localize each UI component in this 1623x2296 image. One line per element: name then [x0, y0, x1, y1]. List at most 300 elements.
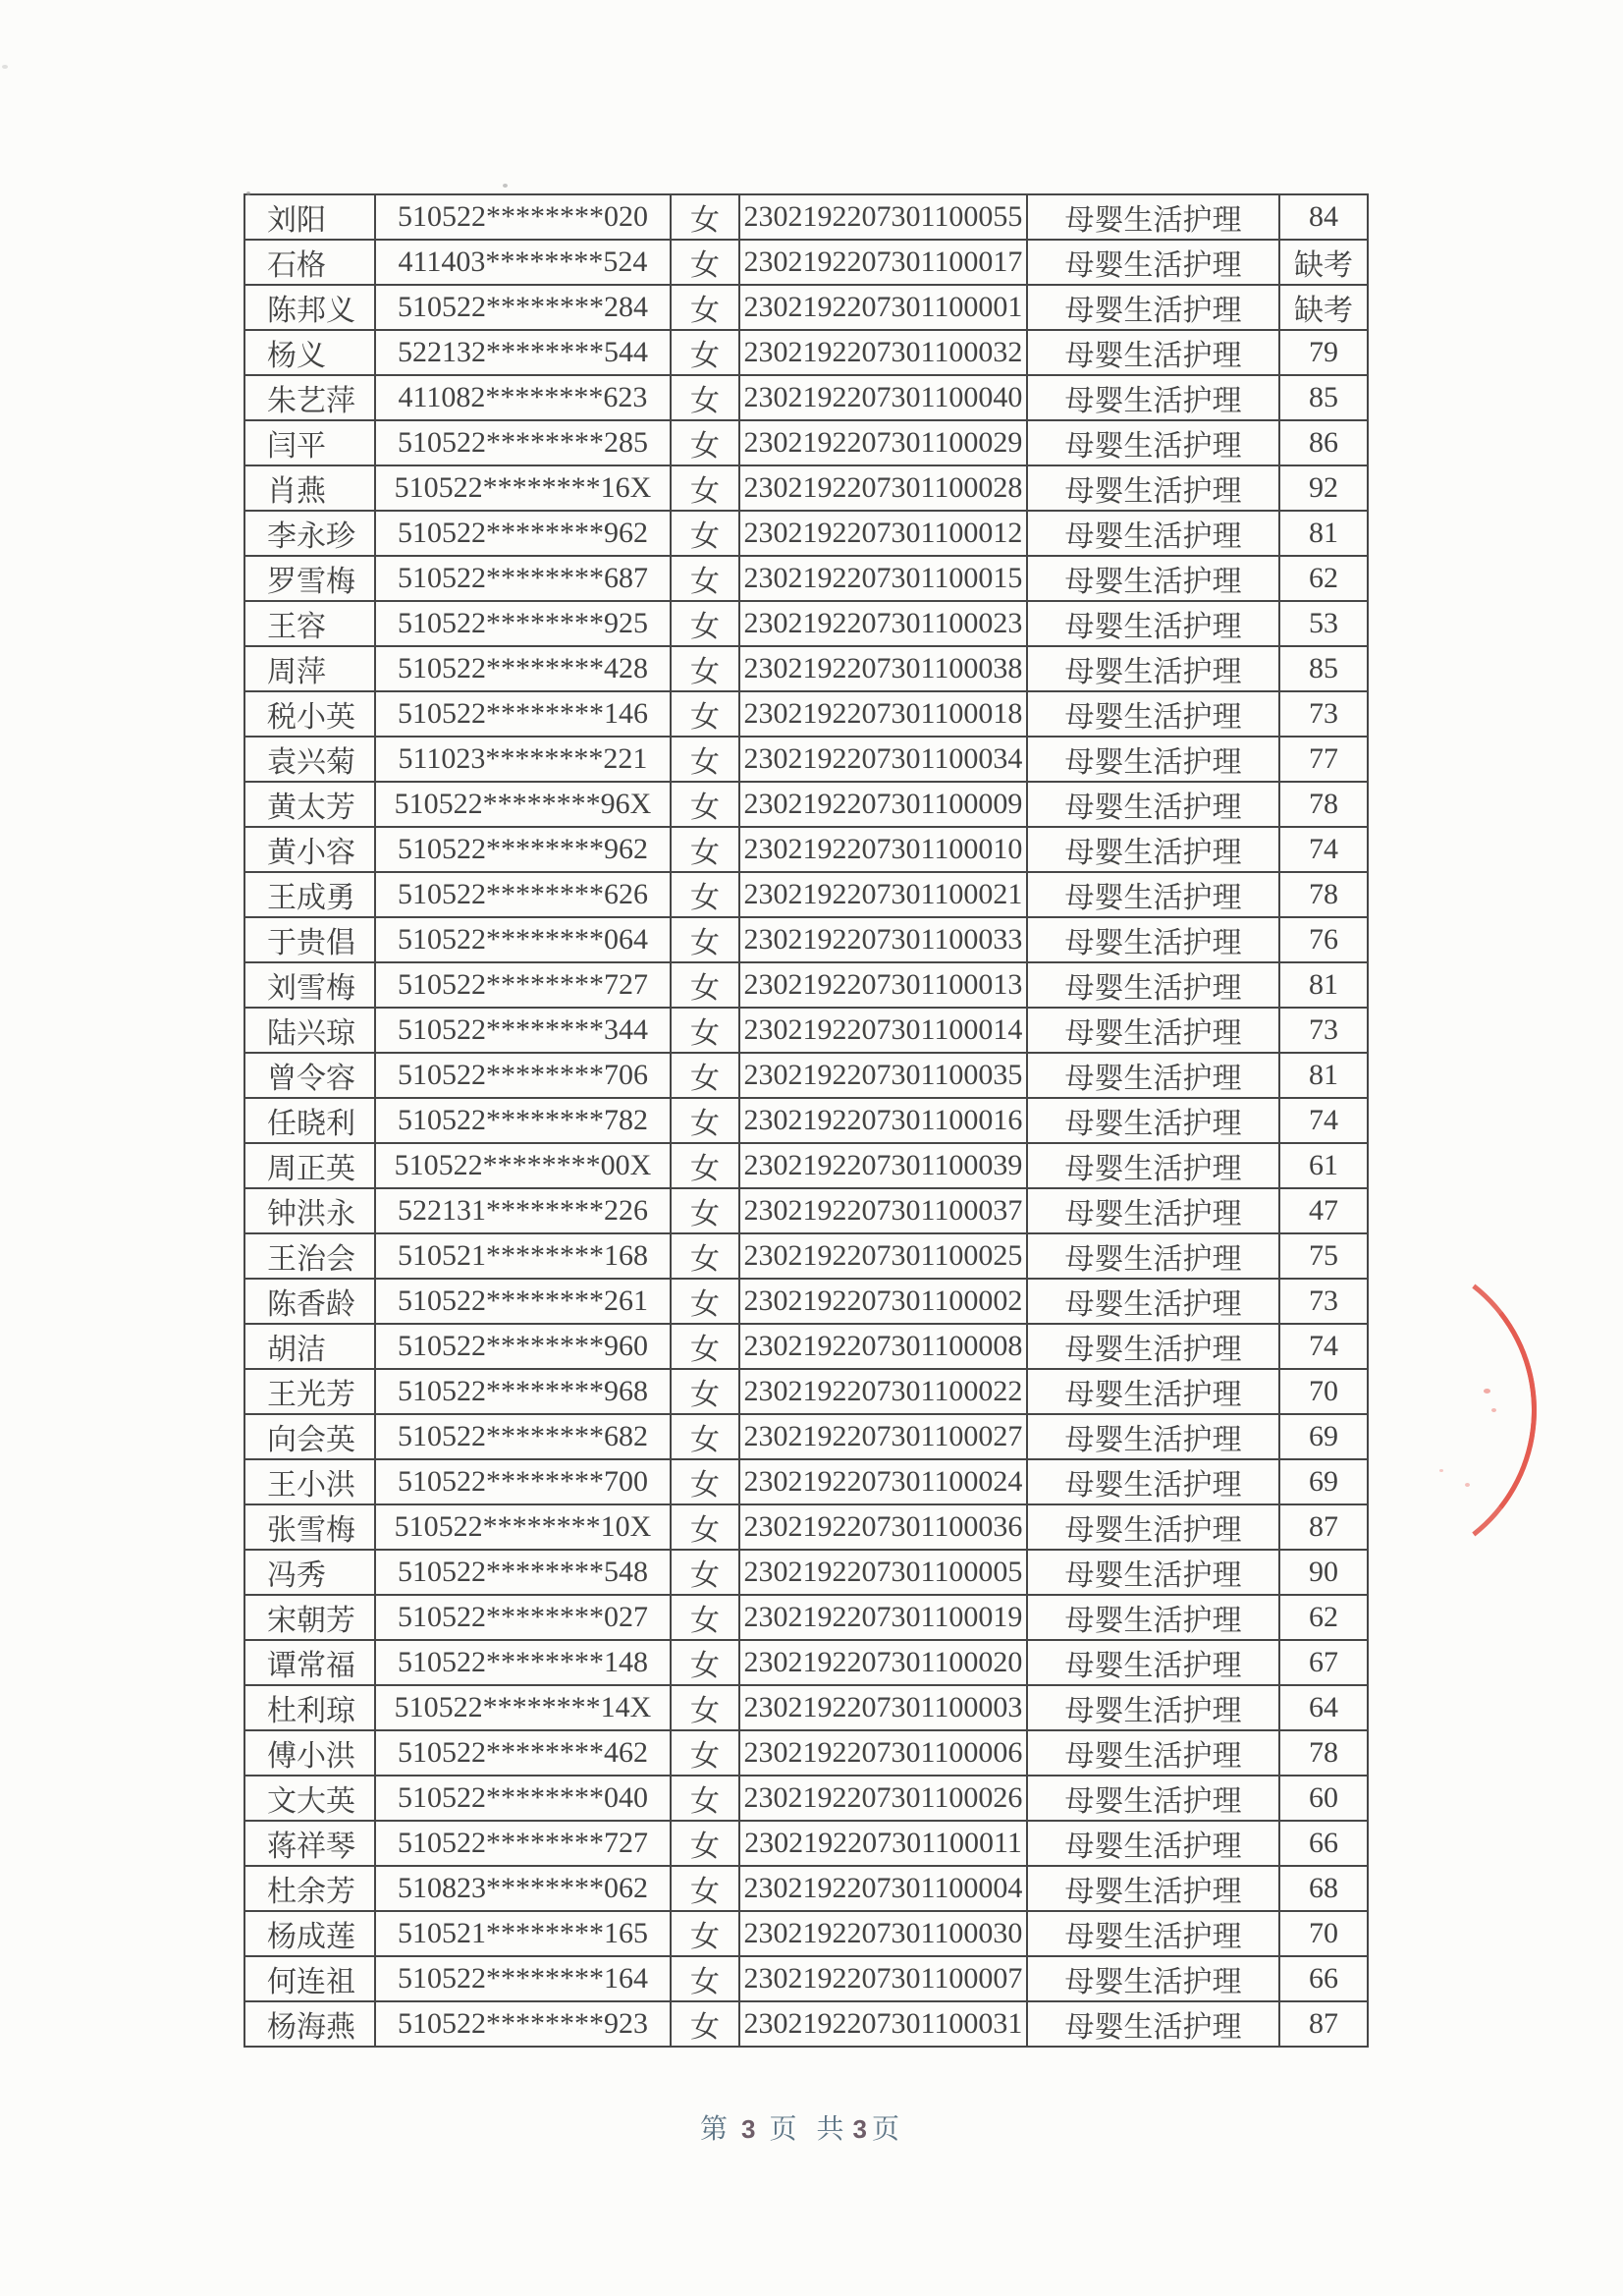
id-number-cell: 510823********062: [375, 1866, 671, 1911]
subject-cell: 母婴生活护理: [1027, 465, 1279, 511]
gender-cell: 女: [671, 1188, 739, 1233]
table-row: [244, 1911, 1368, 1956]
subject-cell: 母婴生活护理: [1027, 691, 1279, 737]
name-cell: 任晓利: [244, 1098, 375, 1143]
exam-number-cell: 2302192207301100039: [739, 1143, 1027, 1188]
exam-number-cell: 2302192207301100029: [739, 420, 1027, 465]
subject-cell: 母婴生活护理: [1027, 285, 1279, 330]
id-number-cell: 510522********285: [375, 420, 671, 465]
gender-cell: 女: [671, 691, 739, 737]
table-row: [244, 1414, 1368, 1459]
score-cell: 缺考: [1279, 285, 1368, 330]
table-row: [244, 691, 1368, 737]
id-number-cell: 510522********040: [375, 1776, 671, 1821]
table-row: [244, 240, 1368, 285]
gender-cell: 女: [671, 1459, 739, 1504]
score-cell: 62: [1279, 556, 1368, 601]
name-cell: 谭常福: [244, 1640, 375, 1685]
id-number-cell: 510522********548: [375, 1550, 671, 1595]
gender-cell: 女: [671, 601, 739, 646]
exam-number-cell: 2302192207301100038: [739, 646, 1027, 691]
subject-cell: 母婴生活护理: [1027, 2001, 1279, 2047]
subject-cell: 母婴生活护理: [1027, 1685, 1279, 1730]
score-cell: 85: [1279, 646, 1368, 691]
exam-number-cell: 2302192207301100003: [739, 1685, 1027, 1730]
exam-number-cell: 2302192207301100037: [739, 1188, 1027, 1233]
gender-cell: 女: [671, 827, 739, 872]
scan-speckle: [503, 184, 508, 188]
name-cell: 杨成莲: [244, 1911, 375, 1956]
exam-number-cell: 2302192207301100011: [739, 1821, 1027, 1866]
scan-speckle: [1484, 1389, 1490, 1394]
gender-cell: 女: [671, 1595, 739, 1640]
id-number-cell: 510521********168: [375, 1233, 671, 1279]
table-row: [244, 917, 1368, 962]
name-cell: 闫平: [244, 420, 375, 465]
subject-cell: 母婴生活护理: [1027, 1821, 1279, 1866]
score-cell: 87: [1279, 2001, 1368, 2047]
gender-cell: 女: [671, 511, 739, 556]
gender-cell: 女: [671, 1233, 739, 1279]
exam-number-cell: 2302192207301100018: [739, 691, 1027, 737]
gender-cell: 女: [671, 1504, 739, 1550]
score-cell: 84: [1279, 194, 1368, 240]
table-row: [244, 2001, 1368, 2047]
gender-cell: 女: [671, 1776, 739, 1821]
score-cell: 64: [1279, 1685, 1368, 1730]
exam-number-cell: 2302192207301100032: [739, 330, 1027, 375]
score-cell: 74: [1279, 1324, 1368, 1369]
id-number-cell: 522131********226: [375, 1188, 671, 1233]
table-row: [244, 782, 1368, 827]
gender-cell: 女: [671, 782, 739, 827]
subject-cell: 母婴生活护理: [1027, 1504, 1279, 1550]
name-cell: 王小洪: [244, 1459, 375, 1504]
name-cell: 王容: [244, 601, 375, 646]
subject-cell: 母婴生活护理: [1027, 917, 1279, 962]
subject-cell: 母婴生活护理: [1027, 1911, 1279, 1956]
subject-cell: 母婴生活护理: [1027, 1369, 1279, 1414]
gender-cell: 女: [671, 1053, 739, 1098]
gender-cell: 女: [671, 194, 739, 240]
table-row: [244, 1730, 1368, 1776]
exam-number-cell: 2302192207301100035: [739, 1053, 1027, 1098]
name-cell: 陈邦义: [244, 285, 375, 330]
exam-number-cell: 2302192207301100055: [739, 194, 1027, 240]
subject-cell: 母婴生活护理: [1027, 827, 1279, 872]
table-row: [244, 420, 1368, 465]
name-cell: 何连祖: [244, 1956, 375, 2001]
scan-speckle: [1491, 1408, 1496, 1412]
id-number-cell: 510522********16X: [375, 465, 671, 511]
gender-cell: 女: [671, 1550, 739, 1595]
exam-number-cell: 2302192207301100033: [739, 917, 1027, 962]
score-cell: 47: [1279, 1188, 1368, 1233]
id-number-cell: 511023********221: [375, 737, 671, 782]
scan-speckle: [2, 65, 8, 69]
id-number-cell: 510522********020: [375, 194, 671, 240]
table-row: [244, 1233, 1368, 1279]
id-number-cell: 510522********148: [375, 1640, 671, 1685]
gender-cell: 女: [671, 1279, 739, 1324]
score-cell: 81: [1279, 511, 1368, 556]
id-number-cell: 510522********10X: [375, 1504, 671, 1550]
id-number-cell: 510522********687: [375, 556, 671, 601]
exam-number-cell: 2302192207301100019: [739, 1595, 1027, 1640]
id-number-cell: 510522********727: [375, 962, 671, 1008]
name-cell: 石格: [244, 240, 375, 285]
name-cell: 傅小洪: [244, 1730, 375, 1776]
subject-cell: 母婴生活护理: [1027, 601, 1279, 646]
id-number-cell: 510522********164: [375, 1956, 671, 2001]
subject-cell: 母婴生活护理: [1027, 1459, 1279, 1504]
name-cell: 肖燕: [244, 465, 375, 511]
exam-number-cell: 2302192207301100009: [739, 782, 1027, 827]
gender-cell: 女: [671, 1685, 739, 1730]
score-cell: 66: [1279, 1821, 1368, 1866]
name-cell: 杨海燕: [244, 2001, 375, 2047]
table-row: [244, 1821, 1368, 1866]
score-cell: 60: [1279, 1776, 1368, 1821]
subject-cell: 母婴生活护理: [1027, 1550, 1279, 1595]
gender-cell: 女: [671, 2001, 739, 2047]
score-cell: 76: [1279, 917, 1368, 962]
subject-cell: 母婴生活护理: [1027, 1279, 1279, 1324]
footer-text-ye2: 页: [871, 2114, 899, 2145]
table-row: [244, 601, 1368, 646]
gender-cell: 女: [671, 1730, 739, 1776]
id-number-cell: 510522********962: [375, 511, 671, 556]
score-cell: 90: [1279, 1550, 1368, 1595]
score-cell: 61: [1279, 1143, 1368, 1188]
exam-number-cell: 2302192207301100021: [739, 872, 1027, 917]
table-row: [244, 285, 1368, 330]
name-cell: 杜利琼: [244, 1685, 375, 1730]
subject-cell: 母婴生活护理: [1027, 511, 1279, 556]
subject-cell: 母婴生活护理: [1027, 1143, 1279, 1188]
subject-cell: 母婴生活护理: [1027, 1008, 1279, 1053]
exam-number-cell: 2302192207301100013: [739, 962, 1027, 1008]
table-row: [244, 872, 1368, 917]
gender-cell: 女: [671, 1414, 739, 1459]
score-cell: 69: [1279, 1459, 1368, 1504]
id-number-cell: 510522********96X: [375, 782, 671, 827]
gender-cell: 女: [671, 375, 739, 420]
exam-number-cell: 2302192207301100006: [739, 1730, 1027, 1776]
exam-number-cell: 2302192207301100015: [739, 556, 1027, 601]
id-number-cell: 510522********925: [375, 601, 671, 646]
exam-number-cell: 2302192207301100016: [739, 1098, 1027, 1143]
name-cell: 税小英: [244, 691, 375, 737]
score-cell: 66: [1279, 1956, 1368, 2001]
subject-cell: 母婴生活护理: [1027, 240, 1279, 285]
name-cell: 冯秀: [244, 1550, 375, 1595]
gender-cell: 女: [671, 1098, 739, 1143]
score-cell: 73: [1279, 1008, 1368, 1053]
gender-cell: 女: [671, 1911, 739, 1956]
exam-number-cell: 2302192207301100020: [739, 1640, 1027, 1685]
name-cell: 杜余芳: [244, 1866, 375, 1911]
table-row: [244, 330, 1368, 375]
score-cell: 75: [1279, 1233, 1368, 1279]
score-cell: 81: [1279, 1053, 1368, 1098]
exam-number-cell: 2302192207301100023: [739, 601, 1027, 646]
subject-cell: 母婴生活护理: [1027, 1324, 1279, 1369]
name-cell: 钟洪永: [244, 1188, 375, 1233]
table-row: [244, 646, 1368, 691]
subject-cell: 母婴生活护理: [1027, 1956, 1279, 2001]
exam-number-cell: 2302192207301100001: [739, 285, 1027, 330]
name-cell: 杨义: [244, 330, 375, 375]
exam-number-cell: 2302192207301100022: [739, 1369, 1027, 1414]
subject-cell: 母婴生活护理: [1027, 1233, 1279, 1279]
subject-cell: 母婴生活护理: [1027, 737, 1279, 782]
name-cell: 宋朝芳: [244, 1595, 375, 1640]
exam-number-cell: 2302192207301100026: [739, 1776, 1027, 1821]
exam-number-cell: 2302192207301100007: [739, 1956, 1027, 2001]
footer-text-di: 第: [700, 2114, 729, 2145]
table-row: [244, 1956, 1368, 2001]
name-cell: 王治会: [244, 1233, 375, 1279]
score-cell: 缺考: [1279, 240, 1368, 285]
name-cell: 刘阳: [244, 194, 375, 240]
gender-cell: 女: [671, 465, 739, 511]
subject-cell: 母婴生活护理: [1027, 646, 1279, 691]
subject-cell: 母婴生活护理: [1027, 1414, 1279, 1459]
id-number-cell: 510522********14X: [375, 1685, 671, 1730]
name-cell: 于贵倡: [244, 917, 375, 962]
exam-number-cell: 2302192207301100002: [739, 1279, 1027, 1324]
gender-cell: 女: [671, 646, 739, 691]
table-body: [244, 194, 1368, 2047]
page-number-indicator: [700, 2107, 899, 2147]
name-cell: 李永珍: [244, 511, 375, 556]
name-cell: 蒋祥琴: [244, 1821, 375, 1866]
table-row: [244, 1188, 1368, 1233]
id-number-cell: 510522********962: [375, 827, 671, 872]
score-cell: 67: [1279, 1640, 1368, 1685]
gender-cell: 女: [671, 1956, 739, 2001]
page-footer: [0, 2107, 1623, 2147]
table-row: [244, 1098, 1368, 1143]
subject-cell: 母婴生活护理: [1027, 1730, 1279, 1776]
id-number-cell: 411082********623: [375, 375, 671, 420]
id-number-cell: 510522********960: [375, 1324, 671, 1369]
table-row: [244, 1279, 1368, 1324]
table-row: [244, 1143, 1368, 1188]
id-number-cell: 522132********544: [375, 330, 671, 375]
table-row: [244, 827, 1368, 872]
id-number-cell: 510522********344: [375, 1008, 671, 1053]
exam-number-cell: 2302192207301100004: [739, 1866, 1027, 1911]
subject-cell: 母婴生活护理: [1027, 1098, 1279, 1143]
subject-cell: 母婴生活护理: [1027, 1188, 1279, 1233]
name-cell: 文大英: [244, 1776, 375, 1821]
gender-cell: 女: [671, 1369, 739, 1414]
name-cell: 向会英: [244, 1414, 375, 1459]
id-number-cell: 510522********923: [375, 2001, 671, 2047]
table-row: [244, 1550, 1368, 1595]
table-row: [244, 1640, 1368, 1685]
gender-cell: 女: [671, 556, 739, 601]
score-cell: 74: [1279, 1098, 1368, 1143]
subject-cell: 母婴生活护理: [1027, 556, 1279, 601]
gender-cell: 女: [671, 1324, 739, 1369]
id-number-cell: 510522********261: [375, 1279, 671, 1324]
table-row: [244, 1866, 1368, 1911]
id-number-cell: 510522********782: [375, 1098, 671, 1143]
score-cell: 69: [1279, 1414, 1368, 1459]
subject-cell: 母婴生活护理: [1027, 872, 1279, 917]
score-cell: 81: [1279, 962, 1368, 1008]
exam-number-cell: 2302192207301100025: [739, 1233, 1027, 1279]
score-cell: 73: [1279, 1279, 1368, 1324]
subject-cell: 母婴生活护理: [1027, 1866, 1279, 1911]
gender-cell: 女: [671, 1866, 739, 1911]
exam-number-cell: 2302192207301100034: [739, 737, 1027, 782]
id-number-cell: 510522********968: [375, 1369, 671, 1414]
exam-number-cell: 2302192207301100036: [739, 1504, 1027, 1550]
score-cell: 77: [1279, 737, 1368, 782]
exam-number-cell: 2302192207301100017: [739, 240, 1027, 285]
exam-number-cell: 2302192207301100008: [739, 1324, 1027, 1369]
score-cell: 53: [1279, 601, 1368, 646]
name-cell: 黄太芳: [244, 782, 375, 827]
table-row: [244, 1459, 1368, 1504]
score-cell: 92: [1279, 465, 1368, 511]
name-cell: 陆兴琼: [244, 1008, 375, 1053]
id-number-cell: 510522********00X: [375, 1143, 671, 1188]
subject-cell: 母婴生活护理: [1027, 782, 1279, 827]
name-cell: 黄小容: [244, 827, 375, 872]
name-cell: 袁兴菊: [244, 737, 375, 782]
score-cell: 87: [1279, 1504, 1368, 1550]
exam-number-cell: 2302192207301100028: [739, 465, 1027, 511]
subject-cell: 母婴生活护理: [1027, 1776, 1279, 1821]
name-cell: 周萍: [244, 646, 375, 691]
subject-cell: 母婴生活护理: [1027, 194, 1279, 240]
exam-number-cell: 2302192207301100030: [739, 1911, 1027, 1956]
name-cell: 曾令容: [244, 1053, 375, 1098]
id-number-cell: 510522********064: [375, 917, 671, 962]
score-cell: 74: [1279, 827, 1368, 872]
name-cell: 周正英: [244, 1143, 375, 1188]
name-cell: 陈香龄: [244, 1279, 375, 1324]
gender-cell: 女: [671, 962, 739, 1008]
exam-number-cell: 2302192207301100005: [739, 1550, 1027, 1595]
subject-cell: 母婴生活护理: [1027, 1595, 1279, 1640]
scan-speckle: [1465, 1483, 1470, 1487]
table-row: [244, 1685, 1368, 1730]
table-row: [244, 556, 1368, 601]
score-cell: 70: [1279, 1369, 1368, 1414]
id-number-cell: 510522********462: [375, 1730, 671, 1776]
exam-number-cell: 2302192207301100014: [739, 1008, 1027, 1053]
name-cell: 张雪梅: [244, 1504, 375, 1550]
subject-cell: 母婴生活护理: [1027, 1640, 1279, 1685]
score-cell: 68: [1279, 1866, 1368, 1911]
score-cell: 73: [1279, 691, 1368, 737]
score-cell: 85: [1279, 375, 1368, 420]
score-cell: 70: [1279, 1911, 1368, 1956]
score-cell: 78: [1279, 872, 1368, 917]
subject-cell: 母婴生活护理: [1027, 420, 1279, 465]
gender-cell: 女: [671, 330, 739, 375]
name-cell: 王光芳: [244, 1369, 375, 1414]
score-cell: 62: [1279, 1595, 1368, 1640]
exam-results-table: [243, 193, 1369, 2048]
id-number-cell: 510522********146: [375, 691, 671, 737]
name-cell: 刘雪梅: [244, 962, 375, 1008]
id-number-cell: 510522********027: [375, 1595, 671, 1640]
subject-cell: 母婴生活护理: [1027, 375, 1279, 420]
table-row: [244, 1776, 1368, 1821]
subject-cell: 母婴生活护理: [1027, 1053, 1279, 1098]
gender-cell: 女: [671, 240, 739, 285]
subject-cell: 母婴生活护理: [1027, 330, 1279, 375]
id-number-cell: 411403********524: [375, 240, 671, 285]
table-row: [244, 1324, 1368, 1369]
table-row: [244, 1008, 1368, 1053]
name-cell: 胡洁: [244, 1324, 375, 1369]
id-number-cell: 510522********428: [375, 646, 671, 691]
id-number-cell: 510522********284: [375, 285, 671, 330]
id-number-cell: 510522********700: [375, 1459, 671, 1504]
score-cell: 79: [1279, 330, 1368, 375]
name-cell: 王成勇: [244, 872, 375, 917]
table-row: [244, 1504, 1368, 1550]
exam-number-cell: 2302192207301100012: [739, 511, 1027, 556]
exam-number-cell: 2302192207301100027: [739, 1414, 1027, 1459]
id-number-cell: 510521********165: [375, 1911, 671, 1956]
table-row: [244, 194, 1368, 240]
score-cell: 78: [1279, 1730, 1368, 1776]
table-row: [244, 465, 1368, 511]
name-cell: 朱艺萍: [244, 375, 375, 420]
table-row: [244, 1369, 1368, 1414]
scan-speckle: [246, 191, 250, 195]
exam-number-cell: 2302192207301100024: [739, 1459, 1027, 1504]
scan-speckle: [1439, 1469, 1443, 1472]
gender-cell: 女: [671, 917, 739, 962]
table-row: [244, 962, 1368, 1008]
table-row: [244, 511, 1368, 556]
gender-cell: 女: [671, 285, 739, 330]
id-number-cell: 510522********706: [375, 1053, 671, 1098]
gender-cell: 女: [671, 737, 739, 782]
exam-number-cell: 2302192207301100031: [739, 2001, 1027, 2047]
id-number-cell: 510522********626: [375, 872, 671, 917]
gender-cell: 女: [671, 420, 739, 465]
gender-cell: 女: [671, 1008, 739, 1053]
table-row: [244, 1595, 1368, 1640]
id-number-cell: 510522********682: [375, 1414, 671, 1459]
table-row: [244, 737, 1368, 782]
score-cell: 78: [1279, 782, 1368, 827]
gender-cell: 女: [671, 872, 739, 917]
id-number-cell: 510522********727: [375, 1821, 671, 1866]
subject-cell: 母婴生活护理: [1027, 962, 1279, 1008]
footer-text-ye1: 页: [769, 2114, 797, 2145]
exam-number-cell: 2302192207301100010: [739, 827, 1027, 872]
footer-current-page-number: 3: [741, 2114, 756, 2144]
gender-cell: 女: [671, 1821, 739, 1866]
footer-text-gong: 共: [816, 2114, 844, 2145]
gender-cell: 女: [671, 1640, 739, 1685]
footer-total-pages-number: 3: [852, 2114, 867, 2144]
table-row: [244, 1053, 1368, 1098]
score-cell: 86: [1279, 420, 1368, 465]
